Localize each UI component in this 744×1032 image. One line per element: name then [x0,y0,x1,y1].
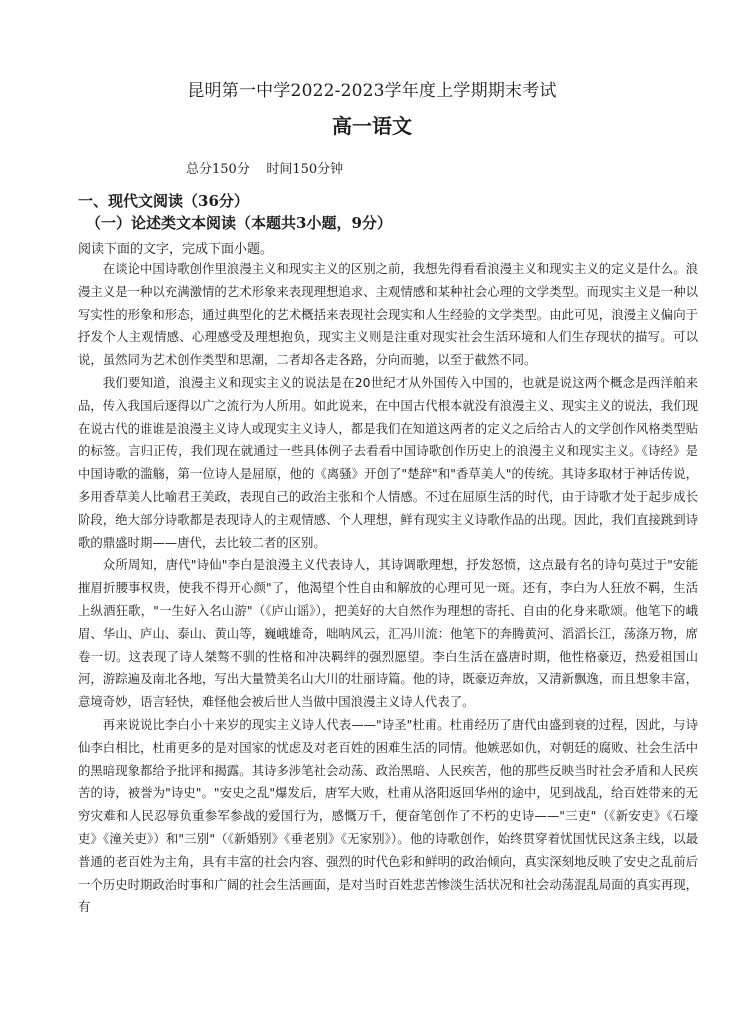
section-heading: 一、现代文阅读（36分） [78,192,249,210]
passage-paragraph: 在谈论中国诗歌创作里浪漫主义和现实主义的区别之前，我想先得看看浪漫主义和现实主义的定义是什么。浪漫主义是一种以充满激情的艺术形象来表现理想追求、主观情感和某种社会心理的文学类型。而现实主义是一种以写实性的形象和形态，通过典型化的艺术概括来表现社会现实和人生经验的文学类型。由此可见，浪漫主义偏向于抒发个人主观情感、心理感受及理想抱负，现实主义则是注重对现实社会生活环境和人们生存现状的描写。可以说，虽然同为艺术创作类型和思潮，二者却各走各路，分向而驰，以至于截然不同。 [78,261,698,368]
reading-instruction: 阅读下面的文字，完成下面小题。 [78,242,274,257]
passage-paragraph: 再来说说比李白小十来岁的现实主义诗人代表——"诗圣"杜甫。杜甫经历了唐代由盛到衰的过程，因此，与诗仙李白相比，杜甫更多的是对国家的忧虑及对老百姓的困难生活的同情。他嫉恶如仇，对朝廷的腐败、社会生活中的黑暗现象都给予批评和揭露。其诗多涉笔社会动荡、政治黑暗、人民疾苦，他的那些反映当时社会矛盾和人民疾苦的诗，被誉为"诗史"。"安史之乱"爆发后，唐军大败，杜甫从洛阳返回华州的途中，见到战乱，给百姓带来的无穷灾难和人民忍辱负重参军参战的爱国行为，感慨万千，便奋笔创作了不朽的史诗——"三吏"（《新安吏》《石壕吏》《潼关吏》）和"三别"（《新婚别》《垂老别》《无家别》）。他的诗歌创作，始终贯穿着忧国忧民这条主线，以最普通的老百姓为主角，具有丰富的社会内容、强烈的时代色彩和鲜明的政治倾向，真实深刻地反映了安史之乱前后一个历史时期政治时事和广阔的社会生活画面，是对当时百姓悲苦惨淡生活状况和社会动荡混乱局面的真实再现，有 [78,716,698,915]
passage-paragraph: 众所周知，唐代"诗仙"李白是浪漫主义代表诗人，其诗调歌理想，抒发怒愤，这点最有名的诗句莫过于"安能摧眉折腰事权贵，使我不得开心颜"了，他渴望个性自由和解放的心理可见一斑。还有，李白为人狂放不羁，生活上纵酒狂歌，"一生好入名山游"（《庐山谣》），把美好的大自然作为理想的寄托、自由的化身来歌颂。他笔下的峨眉、华山、庐山、泰山、黄山等，巍峨雄奇，咄呐风云，汇冯川流：他笔下的奔腾黄河、滔滔长江，荡涤万物，席卷一切。这表现了诗人桀骜不驯的性格和冲决羁绊的强烈愿望。李白生活在盛唐时期，他性格豪迈，热爱祖国山河，游踪遍及南北各地，写出大量赞美名山大川的壮丽诗篇。他的诗，既豪迈奔放，又清新飘逸，而且想象丰富，意境奇妙，语言轻快，难怪他会被后世人当做中国浪漫主义诗人代表了。 [78,557,698,710]
exam-title: 昆明第一中学2022-2023学年度上学期期末考试 [187,81,557,101]
passage-paragraph: 我们要知道，浪漫主义和现实主义的说法是在20世纪才从外国传入中国的，也就是说这两个概念是西洋舶来品，传入我国后逐得以广之流行为人所用。如此说来，在中国古代根本就没有浪漫主义、现实主义的说法，我们现在说古代的谁谁是浪漫主义诗人或现实主义诗人，都是我们在知道这两者的定义之后给古人的文学创作风格类型贴的标签。言归正传，我们现在就通过一些具体例子去看看中国诗歌创作历史上的浪漫主义和现实主义。《诗经》是中国诗歌的滥觞，第一位诗人是屈原，他的《离骚》开创了"楚辞"和"香草美人"的传统。其诗多取材于神话传说，多用香草美人比喻君王美政，表现自己的政治主张和个人情感。不过在屈原生活的时代，由于诗歌才处于起步成长阶段，绝大部分诗歌都是表现诗人的主观情感、个人理想，鲜有现实主义诗歌作品的出现。因此，我们直接跳到诗歌的鼎盛时期——唐代，去比较二者的区别。 [78,374,698,550]
section-subheading: （一）论述类文本阅读（本题共3小题，9分） [86,214,392,232]
passage-body [78,258,698,919]
exam-meta: 总分150分 时间150分钟 [186,162,344,177]
subject-title: 高一语文 [332,114,412,138]
